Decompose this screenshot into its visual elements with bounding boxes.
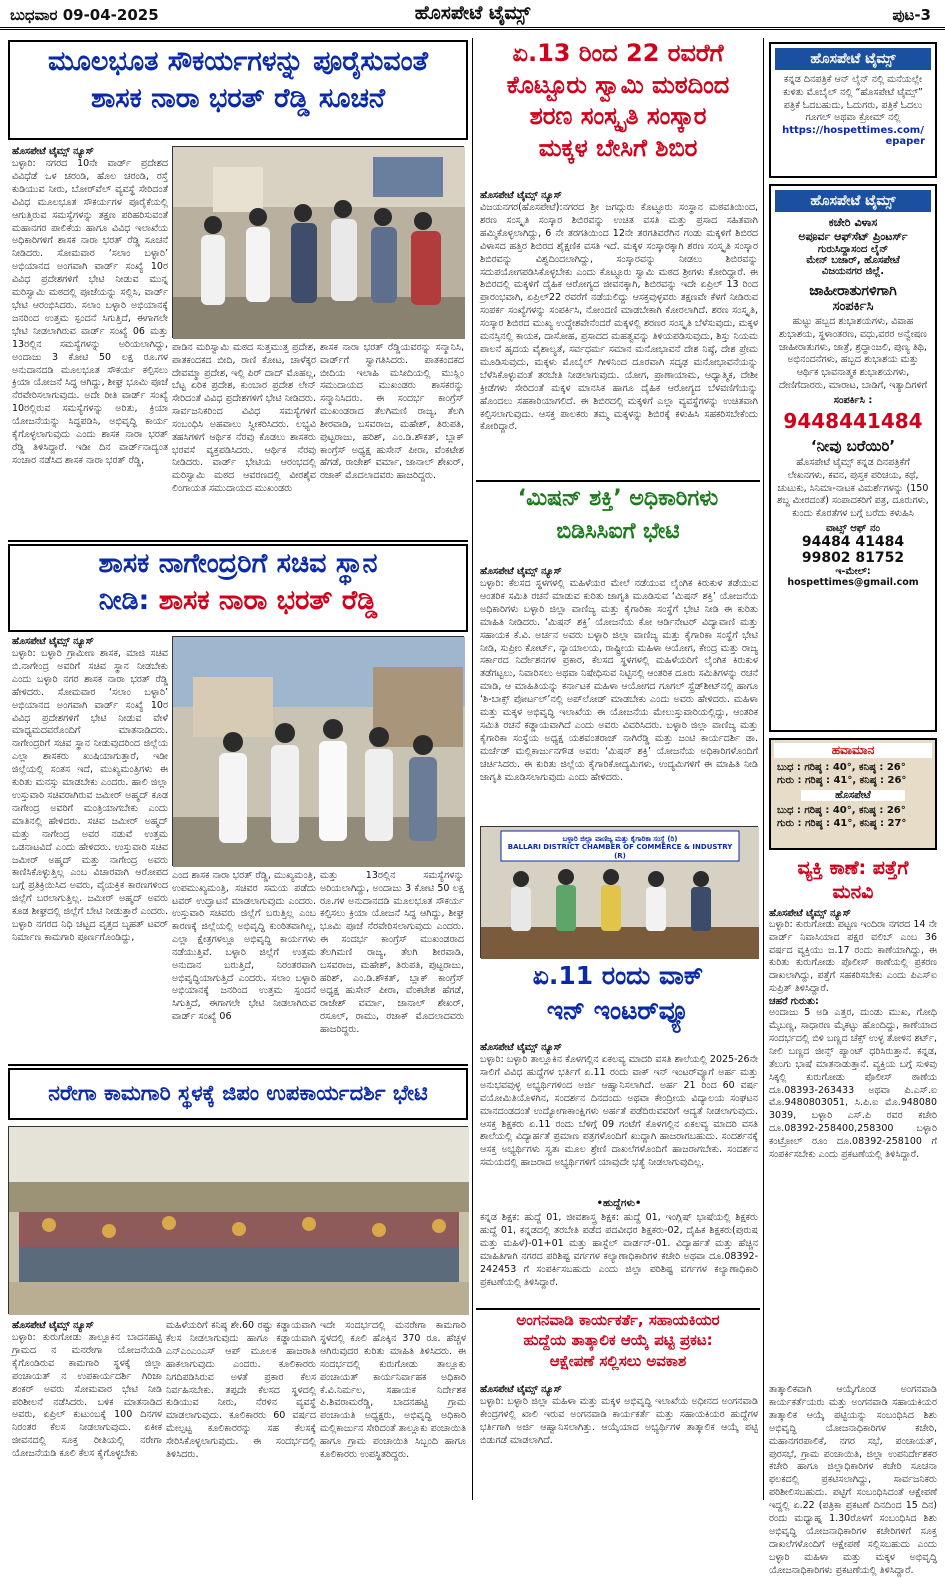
- article3-headline: ನರೇಗಾ ಕಾಮಗಾರಿ ಸ್ಥಳಕ್ಕೆ ಜಿಪಂ ಉಪಕಾರ್ಯದರ್ಶಿ ಭೇಟಿ: [48, 1081, 428, 1105]
- masthead: [0, 0, 945, 30]
- article1-caption-left: ಪಾಡಿನ ಮರಿಸ್ವಾಮಿ ಮಠದ ಸುತ್ತಮುತ್ತ ಪ್ರದೇಶ, ಪಾತಕಂದಕದ ಬೀದಿ, ರಾಣಿ ಕೋಟ, ಚಾಳೆಕ್ಕರ ದೇವಮ್ಮಾ ಪ್ರದೇಶ, ಇಲ್ಲಿ ಪಿರ್ ದಾದ್ ಮೊಹಲ್ಲ, ಬೆಟ್ಟ ಏರಿಕ ಪ್ರದೇಶ, ಕುಂಬಾರ ಪ್ರದೇಶ ಲೇನ್ ಸೇರಿದಂತೆ ವಿವಿಧ ಪ್ರದೇಶಗಳಿಗೆ ಭೇಟಿ ನೀಡಿದರು. ಸಾರ್ವಜನಿಕರಿಂದ ವಿವಿಧ ಸಮಸ್ಯೆಗಳಿಗೆ ಸಂಬಂಧಿಸಿ ಅಹವಾಲು ಸ್ವೀಕರಿಸಿದರು. ಲಭ್ಯವಿ ತಹಸಿಗಳಿಗೆ ಆರ್ಥಿಕ ನೆರವು ಕೊಡಲು ಶಾಸಕರು ಭರವಸೆ ವ್ಯಕ್ತಪಡಿಸಿದರು. ಆರ್ಥಿಕ ನೆರವು ನೀಡಿದರು. ವಾರ್ಡ್ ಭೇಟಿಯ ಆರಂಭದಲ್ಲಿ ಮರಿಸ್ವಾಮಿ ಮಠದ ಆವರಣದಲ್ಲಿ ವೀರಶೈವ ಲಿಂಗಾಯತ ಸಮುದಾಯದ ಮುಖಂಡರು: [172, 342, 316, 494]
- article2-headline-line2a: ನೀಡಿ:: [98, 585, 159, 617]
- divider: [476, 480, 760, 482]
- article5-headline-block: [478, 486, 758, 562]
- article7-byline: ಹೊಸಪೇಟೆ ಟೈಮ್ಸ್ ನ್ಯೂಸ್: [480, 1384, 562, 1395]
- whatsapp-label: ವಾಟ್ಸ್ ಆಫ್ ನಂ: [826, 522, 880, 534]
- sidebar-brand-top: ಹೊಸಪೇಟೆ ಟೈಮ್ಸ್: [775, 48, 931, 70]
- article6-headline-line1: ಏ.11 ರಂದು ವಾಕ್: [532, 961, 704, 990]
- article5-headline-line2: ಬಿಡಿಸಿಸಿಐಗೆ ಭೇಟಿ: [556, 519, 680, 545]
- vacancies-body: ಕನ್ನಡ ಶಿಕ್ಷಕ: ಹುದ್ದೆ 01, ಜೀವಶಾಸ್ತ್ರ ಶಿಕ್ಷಕ: ಹುದ್ದೆ 01, ಇಂಗ್ಲಿಷ್ ಭಾಷೆಯಲ್ಲಿ ಶಿಕ್ಷಕರು ಹುದ್ದೆ 01, ಕನ್ನಡದಲ್ಲಿ ತರಬೇತಿ ಪಡೆದ ಪದವೀಧರ ಶಿಕ್ಷಕರು-02, ದೈಹಿಕ ಶಿಕ್ಷಕರು(ಪುರುಷ ಮತ್ತು ಮಹಿಳೆ)-01+01 ಮತ್ತು ಹಾಸ್ಟೆಲ್ ವಾರ್ಡನ್-01. ವಿದ್ಯಾರ್ಹತೆ ಮತ್ತು ಹೆಚ್ಚಿನ ಮಾಹಿತಿಗಾಗಿ ನಗರದ ಪರಿಶಿಷ್ಟ ವರ್ಗಗಳ ಕಲ್ಯಾಣಾಧಿಕಾರಿಗಳ ಕಚೇರಿ ಅಥವಾ ದೂ.08392-242453 ಗೆ ಸಂಪರ್ಕಿಸಬಹುದು ಎಂದು ಜಿಲ್ಲಾ ಪರಿಶಿಷ್ಟ ವರ್ಗಗಳ ಕಲ್ಯಾಣಾಧಿಕಾರಿ ಪ್ರಕಟಣೆಯಲ್ಲಿ ತಿಳಿಸಿದ್ದಾರೆ.: [480, 1212, 758, 1288]
- page-number: ಪುಟ-3: [892, 6, 931, 24]
- article2-headline-line2b: ಶಾಸಕ ನಾರಾ ಭರತ್ ರೆಡ್ಡಿ: [158, 585, 378, 617]
- article4-headline-block: [478, 40, 758, 186]
- article4-headline-line4: ಮಕ್ಕಳ ಬೇಸಿಗೆ ಶಿಬಿರ: [538, 133, 698, 162]
- article2-photo: [172, 636, 464, 866]
- article4-byline: ಹೊಸಪೇಟೆ ಟೈಮ್ಸ್ ನ್ಯೂಸ್: [480, 190, 562, 201]
- weather-box: [769, 738, 937, 850]
- article1-caption-right: ಶಾಸಕ ನಾರಾ ಭರತ್ ರೆಡ್ಡಿಯವರನ್ನು ಸನ್ಮಾನಿಸಿ, ವಾರ್ಡ್‌ಗೆ ಸ್ವಾಗತಿಸಿದರು. ಪಾತಕಂದಕದ ಬೀದಿಯ ಇಲಾಹಿ ಮಸೀದಿಯಲ್ಲಿ ಮುಸ್ಲಿಂ ಸಮುದಾಯದ ಮುಖಂಡರು ಶಾಸಕರನ್ನು ಸನ್ಮಾನಿಸಿದರು. ಈ ಸಂದರ್ಭ ಕಾಂಗ್ರೆಸ್ ಮುಖಂಡರಾದ ತೆಲಗಿಮಣಿ ರಾಜ್ಯ, ತೆಲಗಿ ಶೀರವಾಡಿ, ಬಸವರಾಜ, ಮಹೇಶ್, ತಿರುಪತಿ, ಪುಟ್ಟರಾಜು, ಹರಿಶ್, ಎಂ.ಡಿ.ಶೌಕತ್, ಬ್ಲಾಕ್ ಕಾಂಗ್ರೆಸ್ ಅಧ್ಯಕ್ಷ ಹುಸೇನ್ ಪೀರಾ, ವೆಂಕಟೇಶ ಹೆಗಡೆ, ರಾಜೇಶ್ ವರ್ಮಾ, ಜಾನಾಲ್ ಶೇಖರ್, ರಜಾಕ್ ಮೊದಲಾದವರು ಹಾಜರಿದ್ದರು.: [320, 342, 464, 482]
- article7-headline-line2: ಹುದ್ದೆಯ ತಾತ್ಕಾಲಿಕ ಆಯ್ಕೆ ಪಟ್ಟಿ ಪ್ರಕಟ:: [523, 1331, 713, 1350]
- weather-city2: ಹೊಸಪೇಟೆ: [801, 790, 905, 801]
- article3-col1: ಬಳ್ಳಾರಿ: ಕುರುಗೋಡು ತಾಲ್ಲೂಕಿನ ಬಾದನಹಟ್ಟಿ ಗ್ರಾಮದ ನ ಮನರೇಗಾ ಯೋಜನೆಯಡಿ ಕೈಗೊಂಡಿರುವ ಕಾಮಗಾರಿ ಸ್ಥಳಕ್ಕೆ ಜಿಲ್ಲಾ ಪಂಚಾಯತ್ ನ ಉಪಕಾರ್ಯದರ್ಶಿ ಗಿರಿಜಾ ಶಂಕರ್ ಅವರು ಸೋಮವಾರ ಭೇಟಿ ನೀಡಿ ಪರಿಶೀಲನೆ ನಡೆಸಿದರು. ಬಳಿಕ ಮಾತನಾಡಿದ ಅವರು, ಏಪ್ರಿಲ್ ಕುಟುಂಬಕ್ಕೆ 100 ದಿನಗಳ ನಿರಂತರ ಕೆಲಸ ನೀಡಲಾಗುವುದು. ಏಕೀಕ ಜೀವನದಲ್ಲಿ ಸೂಕ್ತ ರೀತಿಯಲ್ಲಿ ನರೇಗಾ ಯೋಜನೆಯಡಿ ಕೂಲಿ ಕೆಲಸ ಕೈಗೊಳ್ಳಬೇಕು: [12, 1332, 162, 1460]
- column-divider: [472, 38, 473, 1500]
- office-title: ಕಚೇರಿ ವಿಳಾಸ: [828, 216, 878, 229]
- missing-byline: ಹೊಸಪೇಟೆ ಟೈಮ್ಸ್ ನ್ಯೂಸ್: [769, 907, 851, 919]
- ads-contact: ಸಂಪರ್ಕಿಸಿ: [832, 299, 874, 314]
- article3-col3: ಇದೇ ಸಂದರ್ಭದಲ್ಲಿ ಮನರೇಗಾ ಕಾಮಗಾರಿ ಸ್ಥಳದಲ್ಲಿ ಕೂಲಿ ಹೊಕ್ಕಿನ 370 ರೂ. ಹೆಚ್ಚಳ ಆಗಿರುವುದರ ಕುರಿತು ಮಾಹಿತಿ ತಿಳಿಸಿದರು. ಈ ಸಂದರ್ಭದಲ್ಲಿ ಕುರುಗೋಡು ತಾಲ್ಲೂಕು ಪಂಚಾಯತ್ ಕಾರ್ಯನಿರ್ವಾಹಕ ಅಧಿಕಾರಿ ಕೆ.ವಿ.ನಿರ್ಮಲ, ಸಹಾಯಕ ನಿರ್ದೇಶಕ ಪಿ.ಶಿವರಾಮರೆಡ್ಡಿ, ಬಾದನಹಟ್ಟಿ ಗ್ರಾಮ ಪಂಚಾಯತಿ ಅಧ್ಯಕ್ಷರು, ಅಭಿವೃದ್ಧಿ ಅಧಿಕಾರಿ ಮಲ್ಲಿಕಾರ್ಜುನ ಸೇರಿದಂತೆ ತಾಲ್ಲೂಕು ಪಂಚಾಯಿತಿ ಹಾಗೂ ಗ್ರಾಮ ಪಂಚಾಯಿತಿ ಸಿಬ್ಬಂದಿ ಹಾಗೂ ಕೂಲಿಕಾರರು ಉಪಸ್ಥಿತರಿದ್ದರು.: [320, 1320, 466, 1461]
- divider: [476, 1308, 760, 1310]
- article4-headline-line2: ಕೊಟ್ಟೂರು ಸ್ವಾಮಿ ಮಠದಿಂದ: [506, 70, 730, 99]
- article1-headline-box: [8, 40, 468, 140]
- email: ಇ-ಮೇಲ್: hospettimes@gmail.com: [787, 565, 919, 588]
- article7-body: ಬಳ್ಳಾರಿ: ಬಳ್ಳಾರಿ ಜಿಲ್ಲಾ ಮಹಿಳಾ ಮತ್ತು ಮಕ್ಕಳ ಅಭಿವೃದ್ಧಿ ಇಲಾಖೆಯ ಅಧೀನದ ಅಂಗನವಾಡಿ ಕೇಂದ್ರಗಳಲ್ಲಿ ಖಾಲಿ ಇರುವ ಅಂಗನವಾಡಿ ಕಾರ್ಯಕರ್ತೆ ಮತ್ತು ಸಹಾಯಕಿಯರ ಹುದ್ದೆಗಳ ಭರ್ತಿಗಾಗಿ ಅರ್ಜಿ ಆಹ್ವಾನಿಸಲಾಗಿತ್ತು. ಆಯ್ಕೆಯಾದ ಅಭ್ಯರ್ಥಿಗಳ ತಾತ್ಕಾಲಿಕ ಆಯ್ಕೆ ಪಟ್ಟಿ ಬಿಡುಗಡೆ ಮಾಡಲಾಗಿದೆ.: [480, 1396, 758, 1446]
- article6-headline-line2: ಇನ್ ಇಂಟರ್‌ವ್ಯೂ: [546, 995, 690, 1025]
- write-text: ಹೊಸಪೇಟೆ ಟೈಮ್ಸ್ ಕನ್ನಡ ದಿನಪತ್ರಿಕೆಗೆ ಲೇಖನಗಳು, ಕವನ, ಪುಸ್ತಕ ಪರಿಚಯ, ಕಥೆ, ಚುಟುಕು, ಸಿನಿಮಾ-ನಾಟಕ ವಿಮರ್ಶೆಗಳನ್ನು (150 ಶಬ್ದ ಮೀರದಂತೆ) ಸಂಪಾದಕರಿಗೆ ಪತ್ರ, ದೂರುಗಳು, ಕುಂದು ಕೊರತೆಗಳ ಬಗ್ಗೆ ಬರೆದು ಕಳುಹಿಸಿ: [777, 456, 929, 520]
- article1-headline-line2: ಶಾಸಕ ನಾರಾ ಭರತ್ ರೆಡ್ಡಿ ಸೂಚನೆ: [90, 83, 386, 115]
- article2-headline-line1: ಶಾಸಕ ನಾಗೇಂದ್ರರಿಗೆ ಸಚಿವ ಸ್ಥಾನ: [98, 548, 378, 579]
- ads-list: ಹುಟ್ಟು ಹಬ್ಬದ ಶುಭಾಶಯಗಳು, ವಿವಾಹ ಶುಭಾಶಯ, ಸ್ಥಳಾಂತರಣ, ವಧು,ವರರ ಅನ್ವೇಷಣ ಜಾಹೀರಾತುಗಳು, ಜಾತ್ರೆ, ಶ್ರದ್ಧಾಂಜಲಿ, ಪುಣ್ಯ ತಿಥಿ, ಅಭಿನಂದನೆಗಳು, ಹಬ್ಬದ ಶುಭಾಶಯ ಮತ್ತು ಆರ್ಥಿಕ ಭಾವನಾತ್ಮಕ ಶುಭಾಶಯಗಳು, ದೇಣಿಗೆದಾರರು, ಮಾರಾಟ, ಬಾಡಿಗೆ, ಇತ್ಯಾದಿಗಳಿಗೆ: [778, 316, 928, 392]
- paper-name: ಹೊಸಪೇಟೆ ಟೈಮ್ಸ್: [414, 2, 531, 24]
- ads-contact2: ಸಂಪರ್ಕಿಸಿ :: [833, 394, 873, 406]
- missing-headline-line2: ಮನವಿ: [832, 880, 874, 903]
- article4-headline-line3: ಶರಣ ಸಂಸ್ಕೃತಿ ಸಂಸ್ಕಾರ: [529, 102, 707, 131]
- write-title: ‘ನೀವು ಬರೆಯಿರಿ’: [810, 436, 896, 455]
- article1-byline: ಹೊಸಪೇಟೆ ಟೈಮ್ಸ್ ನ್ಯೂಸ್: [12, 146, 94, 157]
- missing-headline-line1: ವ್ಯಕ್ತಿ ಕಾಣೆ: ಪತ್ತೆಗೆ: [797, 857, 909, 879]
- article4-body: ವಿಜಯನಗರ(ಹೊಸಪೇಟೆ):ನಗರದ ಶ್ರೀ ಜಗದ್ಗುರು ಕೊಟ್ಟೂರು ಸಂಸ್ಥಾನ ಮಠವತಿಯಿಂದ, ಶರಣ ಸಂಸ್ಕೃತಿ ಸಂಸ್ಕಾರ ಶಿಬಿರವನ್ನು ಉಚಿತ ವಸತಿ ಮತ್ತು ಪ್ರಸಾದ ಸಹಿತವಾಗಿ ಹಮ್ಮಿಕೊಳ್ಳಲಾಗಿದ್ದು, 6 ನೇ ತರಗತಿಯಿಂದ 12ನೇ ತರಗತಿವರೆಗಿನ ಗಂಡು ಮಕ್ಕಳಿಗೆ ಶಿಬಿರದ ವಿಳಾಸದ ಹತ್ತಿರ ಶಿಬಿರದ ಶೈಕ್ಷಣಿಕ ವಸತಿ ಇದೆ. ಮಕ್ಕಳ ಸಂಸ್ಕಾರಕ್ಕಾಗಿ ಶರಣ ಸಂಸ್ಕೃತಿ ಸಂಸ್ಕಾರ ಶಿಬಿರವನ್ನು ವಿಶ್ವದಿಂದಲಾಗಿದ್ದು, ಸಂಸ್ಕಾರವನ್ನು ನೀಡಲು ಶಿಬಿರವನ್ನು ಸದುಪಯೋಗಪಡಿಸಿಕೊಳ್ಳಬೇಕು ಎಂದು ಕೊಟ್ಟೂರು ಸ್ವಾಮಿ ಮಠದ ಶ್ರೀಗಳು ಕೋರಿದ್ದಾರೆ. ಈ ಶಿಬಿರದಲ್ಲಿ ಮಕ್ಕಳಿಗೆ ದೈಹಿಕ ಆರೋಗ್ಯದ ಜೀವನಕ್ಕಾಗಿ, ಶಿಬಿರವನ್ನು ಇದೇ ಏಪ್ರಿಲ್ 13 ರಿಂದ ಪ್ರಾರಂಭವಾಗಿ, ಏಪ್ರಿಲ್22 ರವರೆಗೆ ನಡೆಯಲಿದ್ದು ಆಸಕ್ತವುಳ್ಳವರು ತಕ್ಷಣವೇ ಕೆಳಗೆ ನೀಡಿರುವ ಸಂಪರ್ಕ ಸಂಖ್ಯೆಗಳನ್ನು ಸಂಪರ್ಕಿಸಿ, ನೋಂದಣಿ ಮಾಡಬೇಕಾಗಿ ಕೋರಲಾಗಿದೆ. ಶರಣ ಸಂಸ್ಕೃತಿ, ಸಂಸ್ಕಾರ ಶಿಬಿರದ ಮುಖ್ಯ ಉದ್ದೇಶವೇನೆಂದರೆ ಮಕ್ಕಳಲ್ಲಿ ಶರಣರ ಸಂಸ್ಕೃತಿ ಬೆಳೆಸುವುದು, ಮಕ್ಕಳ ಮನಸ್ಸಿನಲ್ಲಿ ಕಾಯಕ, ದಾಸೋಹ, ಪ್ರಸಾದದ ಮಹತ್ವವನ್ನು ತಿಳಿಯಪಡಿಸುವುದು, ಶಿಸ್ತು ನಿಯಮ ಪಾಲನೆ ಹೃದಯ ವೈಶಾಲ್ಯತೆ, ಸರ್ವಧರ್ಮ ಸಮಾನ ಮನೋಭಾವನೆ ದೇಶ ನಿಷ್ಠೆ, ದೇಶ ಪ್ರೇಮ ಮೂಡಿಸುವುದು, ಮಕ್ಕಳು ಮೊಬೈಲ್ ಗೀಳಿನಿಂದ ದೂರವಾಗಿ ಸದೃಢ ಮನೋಭಾವನೆಯನ್ನು ಬೆಳೆಸಿಕೊಳ್ಳುವಂತೆ ತರಬೇತಿ ನೀಡಲಾಗುವುದು. ಯೋಗ, ಪ್ರಾಣಾಯಾಮ, ಆಧ್ಯಾತ್ಮಿಕ, ದೇಶೀ ಕ್ರೀಡೆಗಳು ಸೇರಿದಂತೆ ಮಕ್ಕಳ ಮಾನಸಿಕ ಹಾಗೂ ದೈಹಿಕ ಆರೋಗ್ಯದ ಬೆಳವಣಿಗೆಯನ್ನು ಹೊಂದಲು ಸಹಕಾರಿಯಾಗಲಿದೆ. ಈ ಶಿಬಿರದಲ್ಲಿ ಮಕ್ಕಳಿಗೆ ಎಲ್ಲಾ ವ್ಯವಸ್ಥೆಗಳನ್ನು ಉಚಿತವಾಗಿ ಕಲ್ಪಿಸಲಾಗುವುದು. ಆಸಕ್ತ ಪಾಲಕರು ತಮ್ಮ ಮಕ್ಕಳನ್ನು ಶಿಬಿರಕ್ಕೆ ಕಳುಹಿಸಿ ಸಹಕರಿಸಬೇಕೆಂದು ಕೋರಿದ್ದಾರೆ.: [480, 202, 758, 433]
- sidebar-promo: [769, 42, 937, 178]
- sidebar-brand-second: ಹೊಸಪೇಟೆ ಟೈಮ್ಸ್: [775, 190, 931, 212]
- article1-headline-line1: ಮೂಲಭೂತ ಸೌಕರ್ಯಗಳನ್ನು ಪೂರೈಸುವಂತೆ: [48, 46, 428, 77]
- article3-col2: ಮಹಿಳೆಯರಿಗೆ ಕನಿಷ್ಠ ಶೇ.60 ರಷ್ಟು ಕಡ್ಡಾಯವಾಗಿ ಕೆಲಸ ನೀಡಲಾಗುವುದು ಹಾಗೂ ಕಡ್ಡಾಯವಾಗಿ ಎನ್‌ಎಂಎಂಎಸ್ ಆಪ್ ಮೂಲಕ ಹಾಜರಾತಿ ಹಾಕಲಾಗುವುದು ಎಂದರು. ಕೂಲಿಕಾರರು ನಿಗದಿಪಡಿಸಿರುವ ಅಳತೆ ಪ್ರಕಾರ ಕೆಲಸ ನಿರ್ವಹಿಸಬೇಕು. ತಪ್ಪದೇ ಕೆಲಸದ ಸ್ಥಳದಲ್ಲಿ ಕುಡಿಯುವ ನೀರು, ನೆರಳಿನ ವ್ಯವಸ್ಥೆ ಮಾಡಲಾಗುವುದು. ಕೂಲಿಕಾರರು 60 ವರ್ಷದ ಮೇಲ್ಪಟ್ಟ ಕೂಲಿಕಾರರನ್ನು ಸಹ ಕೆಲಸಕ್ಕೆ ಸೇರಿಸಿಕೊಳ್ಳಲಾಗುವುದು. ಈ ಸಂದರ್ಭದಲ್ಲಿ ತಿಳಿಸಿದರು.: [166, 1320, 316, 1461]
- divider: [8, 1064, 468, 1066]
- article1-body: ಬಳ್ಳಾರಿ: ನಗರದ 10ನೇ ವಾರ್ಡ್ ಪ್ರದೇಶದ ವಿವಿಧೆಡೆ ಒಳ ಚರಂಡಿ, ಹೊಲ ಚರಂಡಿ, ರಸ್ತೆ ಕುಡಿಯುವ ನೀರು, ಬೋರ್‌ವೆಲ್ ವ್ಯವಸ್ಥೆ ಸೇರಿದಂತೆ ವಿವಿಧ ಮೂಲಭೂತ ಸೌಕರ್ಯಗಳ ಪೂರೈಕೆಯಲ್ಲಿ ಆಗುತ್ತಿರುವ ಸಮಸ್ಯೆಗಳನ್ನು ತಕ್ಷಣ ಪರಿಹರಿಸುವಂತೆ ಮಹಾನಗರ ಪಾಲಿಕೆಯ ಹಾಗೂ ವಿವಿಧ ಇಲಾಖೆಯ ಅಧಿಕಾರಿಗಳಿಗೆ ಶಾಸಕ ನಾರಾ ಭರತ್ ರೆಡ್ಡಿ ಸೂಚನೆ ನೀಡಿದರು. ಸೋಮವಾರ ‘ಸಲಾಂ ಬಳ್ಳಾರಿ’ ಅಭಿಯಾನದ ಅಂಗವಾಗಿ ವಾರ್ಡ್ ಸಂಖ್ಯೆ 10ರ ವಿವಿಧ ಪ್ರದೇಶಗಳಿಗೆ ಭೇಟಿ ನೀಡುವ ಮುನ್ನ ಮರಿಸ್ವಾಮಿ ಮಠದಲ್ಲಿ ಪೂಜೆಯನ್ನು ಸಲ್ಲಿಸಿ, ವಾರ್ಡ್ ಭೇಟಿ ಆರಂಭಿಸಿದರು. ಸಲಾಂ ಬಳ್ಳಾರಿ ಅಭಿಯಾನಕ್ಕೆ ಜನರಿಂದ ಉತ್ತಮ ಸ್ಪಂದನೆ ಸಿಗುತ್ತಿದೆ, ಈಗಾಗಲೇ ಭೇಟಿ ನೀಡಲಾಗಿರುವ ವಾರ್ಡ್ ಸಂಖ್ಯೆ 06 ಮತ್ತು 13ರಲ್ಲಿನ ಸಮಸ್ಯೆಗಳನ್ನು ಅರಿಯಲಾಗಿದ್ದು, ಅಂದಾಜು 3 ಕೋಟಿ 50 ಲಕ್ಷ ರೂ.ಗಳ ಅನುದಾನದಡಿ ಮೂಲಭೂತ ಸೌಕರ್ಯ ಕಲ್ಪಿಸಲು ಕ್ರಿಯಾ ಯೋಜನೆ ಸಿದ್ಧ ಆಗಿದ್ದು, ಶೀಘ್ರ ಭೂಮಿ ಪೂಜೆ ನೆರವೇರಿಸಲಾಗುವುದು. ಅದೇ ರೀತಿ ವಾರ್ಡ್ ಸಂಖ್ಯೆ 10ರಲ್ಲಿರುವ ಸಮಸ್ಯೆಗಳನ್ನು ಅರಿತು, ಕ್ರಿಯಾ ಯೋಜನೆಯನ್ನು ಸಿದ್ಧಪಡಿಸಿ, ಅಭಿವೃದ್ಧಿ ಕಾರ್ಯ ಕೈಗೊಳ್ಳಲಾಗುವುದು ಎಂದು ಶಾಸಕ ನಾರಾ ಭರತ್ ರೆಡ್ಡಿ ತಿಳಿಸಿದ್ದಾರೆ. ಇಡೀ ದಿನ ವಾರ್ಡ್‌ನಾದ್ಯಂತ ಸಂಚಾರ ನಡೆಸಿದ ಶಾಸಕ ನಾರಾ ಭರತ್ ರೆಡ್ಡಿ,: [12, 158, 168, 466]
- issue-date: ಬುಧವಾರ 09-04-2025: [10, 6, 159, 24]
- article7-headline-line3: ಆಕ್ಷೇಪಣೆ ಸಲ್ಲಿಸಲು ಅವಕಾಶ: [549, 1351, 687, 1370]
- office-addr2: ಮೇನ್ ಬಜಾರ್, ಹೊಸಪೇಟೆ: [806, 255, 900, 266]
- article2-caption-left: ಎಂದ ಶಾಸಕ ನಾರಾ ಭರತ್ ರೆಡ್ಡಿ, ಮುಖ್ಯಮಂತ್ರಿ, ಉಪಮುಖ್ಯಮಂತ್ರಿ, ಸಚಿವರ ಸಮಯ ಪಡೆದು ಟವರ್ ಉದ್ಘಾಟನೆ ಮಾಡಲಾಗುವುದು ಎಂದರು. ಉಸ್ತುವಾರಿ ಸಚಿವರು ಜಿಲ್ಲೆಗೆ ಬರುತ್ತಿಲ್ಲ ಎಂಬ ಕಾರಣಕ್ಕೆ ಜಿಲ್ಲೆಯಲ್ಲಿ ಅಭಿವೃದ್ಧಿ ಕುಂಠಿತವಾಗಿಲ್ಲ, ಎಲ್ಲಾ ಕ್ಷೇತ್ರಗಳಲ್ಲೂ ಅಭಿವೃದ್ಧಿ ಕಾರ್ಯಗಳು ನಡೆಯುತ್ತಿವೆ. ಬಳ್ಳಾರಿ ಜಿಲ್ಲೆಗೆ ಉತ್ತಮ ಅನುದಾನ ಬರುತ್ತಿದೆ, ನಿರಂತರವಾಗಿ ಅಭಿವೃದ್ಧಿಯಾಗುತ್ತಿದೆ ಎಂದರು. ಸಲಾಂ ಬಳ್ಳಾರಿ ಅಭಿಯಾನಕ್ಕೆ ಜನರಿಂದ ಉತ್ತಮ ಸ್ಪಂದನೆ ಸಿಗುತ್ತಿದೆ, ಈಗಾಗಲೇ ಭೇಟಿ ನೀಡಲಾಗಿರುವ ವಾರ್ಡ್ ಸಂಖ್ಯೆ 06: [172, 870, 316, 1022]
- ads-title: ಜಾಹೀರಾತುಗಳಿಗಾಗಿ: [809, 283, 897, 299]
- office-addr1: ಗುರುಸಿದ್ದಾಸಂದ ಲೈನ್: [817, 244, 889, 255]
- weather-row: ಗುರು : ಗರಿಷ್ಠ : 41°, ಕನಿಷ್ಠ : 27°: [777, 818, 907, 829]
- article2-byline: ಹೊಸಪೇಟೆ ಟೈಮ್ಸ್ ನ್ಯೂಸ್: [12, 636, 94, 647]
- sidebar-url[interactable]: https://hospettimes.com/: [782, 125, 924, 137]
- sidebar-promo-text: ಕನ್ನಡ ದಿನಪತ್ರಿಕೆ ಆನ್ ಲೈನ್ ನಲ್ಲಿ ಮನೆಯಲ್ಲೇ ಕುಳಿತು ಮೊಬೈಲ್ ನಲ್ಲಿ “ಹೊಸಪೇಟೆ ಟೈಮ್ಸ್” ಪತ್ರಿಕೆ ಓದಬಹುದು, ಓದುಗರು, ಪತ್ರಿಕೆ ಓದಲು ಗೂಗಲ್ ಅಥವಾ ಕ್ರೋಮ್ ನಲ್ಲಿ: [783, 74, 923, 124]
- article6-byline: ಹೊಸಪೇಟೆ ಟೈಮ್ಸ್ ನ್ಯೂಸ್: [480, 1042, 562, 1053]
- article2-headline-box: [8, 544, 468, 632]
- banner-text-en: BALLARI DISTRICT CHAMBER OF COMMERCE & INDUSTRY (R): [507, 843, 733, 860]
- missing-features-title: ಚಹರೆ ಗುರುತು:: [769, 996, 819, 1008]
- article7-headline-line1: ಅಂಗನವಾಡಿ ಕಾರ್ಯಕರ್ತೆ, ಸಹಾಯಕಿಯರ: [516, 1311, 720, 1329]
- article6-headline-block: [478, 962, 758, 1040]
- weather-title: ಹವಾಮಾನ: [774, 743, 932, 758]
- weather-row: ಬುಧ : ಗರಿಷ್ಠ : 40°, ಕನಿಷ್ಠ : 26°: [777, 762, 906, 773]
- article5-photo: [480, 826, 758, 958]
- article3-byline: ಹೊಸಪೇಟೆ ಟೈಮ್ಸ್ ನ್ಯೂಸ್: [12, 1320, 94, 1331]
- missing-features: ಅಂದಾಜು 5 ಅಡಿ ಎತ್ತರ, ದುಂಡು ಮುಖ, ಗೋಧಿ ಮೈಬಣ್ಣ, ಸಾಧಾರಣ ಮೈಕಟ್ಟು ಹೊಂದಿದ್ದು, ಕಾಣೆಯಾದ ಸಂದರ್ಭದಲ್ಲಿ ಬಿಳಿ ಬಣ್ಣದ ಚೆಕ್ಸ್ ಉಳ್ಳ ತೋಳಿನ ಶರ್ಟ್, ನೀಲಿ ಬಣ್ಣದ ಜೀನ್ಸ್ ಪ್ಯಾಂಟ್ ಧರಿಸಿರುತ್ತಾನೆ. ಕನ್ನಡ, ತೆಲುಗು ಭಾಷೆ ಮಾತನಾಡುತ್ತಾನೆ. ವ್ಯಕ್ತಿಯ ಬಗ್ಗೆ ಸುಳಿವು ಸಿಕ್ಕಲ್ಲಿ ಕುರುಗೋಡು ಪೊಲೀಸ್ ಠಾಣೆಯ ದೂ.08393-263433 ಅಥವಾ ಪಿ.ಎಸ್.ಐ ಮೊ.9480803051, ಸಿ.ಪಿ.ಐ ಮೊ.948080 3039, ಬಳ್ಳಾರಿ ಎಸ್.ಪಿ ರವರ ಕಚೇರಿ ದೂ.08392-258400,258300 ಬಳ್ಳಾರಿ ಕಂಟ್ರೋಲ್ ರೂಂ ದೂ.08392-258100 ಗೆ ಸಂಪರ್ಕಿಸಬೇಕು ಎಂದು ಪ್ರಕಟಣೆಯಲ್ಲಿ ತಿಳಿಸಿದ್ದಾರೆ.: [769, 1007, 937, 1161]
- article4-headline-line1: ಏ.13 ರಿಂದ 22 ರವರೆಗೆ: [512, 39, 724, 67]
- office-name: ಅಪೂರ್ವ ಆಫ್‌ಸೆಟ್ ಪ್ರಿಂಟರ್ಸ್: [798, 230, 908, 243]
- divider: [8, 540, 468, 542]
- missing-body: ಬಳ್ಳಾರಿ: ಕುರುಗೋಡು ಪಟ್ಟಣ ಇಂದಿರಾ ನಗರದ 14 ನೇ ವಾರ್ಡ್ ನಿವಾಸಿಯಾದ ಪಕ್ಷರ ವಲಿಬ್ ಎಂಬ 36 ವರ್ಷದ ವ್ಯಕ್ತಿಯು ಜ.17 ರಂದು ಕಾಣೆಯಾಗಿದ್ದು, ಈ ಕುರಿತು ಕುರುಗೋಡು ಪೊಲೀಸ್ ಠಾಣೆಯಲ್ಲಿ ಪ್ರಕರಣ ದಾಖಲಾಗಿದ್ದು, ಪತ್ತೆಗೆ ಸಹಕರಿಸಬೇಕು ಎಂದು ಪಿಎಸ್ಐ ಸುಪ್ರಿತ್ ತಿಳಿಸಿದ್ದಾರೆ.: [769, 918, 937, 995]
- article2-body: ಬಳ್ಳಾರಿ: ಬಳ್ಳಾರಿ ಗ್ರಾಮೀಣ ಶಾಸಕ, ಮಾಜಿ ಸಚಿವ ಬಿ.ನಾಗೇಂದ್ರ ಅವರಿಗೆ ಸಚಿವ ಸ್ಥಾನ ನೀಡಬೇಕು ಎಂದು ಬಳ್ಳಾರಿ ನಗರ ಶಾಸಕ ನಾರಾ ಭರತ್ ರೆಡ್ಡಿ ಹೇಳಿದರು. ಸೋಮವಾರ ‘ಸಲಾಂ ಬಳ್ಳಾರಿ’ ಅಭಿಯಾನದ ಅಂಗವಾಗಿ ವಾರ್ಡ್ ಸಂಖ್ಯೆ 10ರ ವಿವಿಧ ಪ್ರದೇಶಗಳಿಗೆ ಭೇಟಿ ನೀಡುವ ವೇಳೆ ಮಾಧ್ಯಮದವರೊಂದಿಗೆ ಮಾತನಾಡಿದರು. ನಾಗೇಂದ್ರರಿಗೆ ಸಚಿವ ಸ್ಥಾನ ನೀಡುವುದರಿಂದ ಜಿಲ್ಲೆಯ ಎಲ್ಲಾ ಶಾಸಕರು ಖುಷಿಯಾಗುತ್ತಾರೆ, ಇಡೀ ಜಿಲ್ಲೆಯಲ್ಲಿ ಸಂತಸ ಇದೆ, ಮುಖ್ಯಮಂತ್ರಿಗಳು ಈ ಕುರಿತು ಮನಸ್ಸು ಮಾಡಬೇಕು ಎಂದರು. ಹಾಲಿ ಜಿಲ್ಲಾ ಉಸ್ತುವಾರಿ ಸಚಿವರಾಗಿರುವ ಜಮೀರ್ ಅಹ್ಮದ್ ಕೂಡ ನಾಗೇಂದ್ರ ಅವರಿಗೆ ಮಂತ್ರಿಯಾಗಬೇಕು ಎಂದು ಮಾತಿನಲ್ಲಿ ಹೇಳಿದರು. ಸಚಿವ ಜಮೀರ್ ಅಹ್ಮದ್ ಮತ್ತು ನಾಗೇಂದ್ರ ಅವರ ನಡುವೆ ಉತ್ತಮ ಒಡನಾಟವಿದೆ ಎಂದು ಹೇಳಿದರು. ಉಸ್ತುವಾರಿ ಸಚಿವ ಜಮೀರ್ ಅಹ್ಮದ್ ಮತ್ತು ನಾಗೇಂದ್ರ ಅವರು ಕಾಣಿಸಿಕೊಳ್ಳುತ್ತಿಲ್ಲ ಎಂಬ ವಿಚಾರವಾಗಿ ಆರೋಪದ ಬಗ್ಗೆ ಪ್ರತಿಕ್ರಿಯಿಸಿದ ಅವರು, ವೈಯಕ್ತಿಕ ಕಾರಣಗಳಿಂದ ಜಿಲ್ಲೆಗೆ ಬರಲಾಗುತ್ತಿಲ್ಲ. ಜಮೀರ್ ಅಹ್ಮದ್ ಅವರು ಕೂಡ ಶೀಘ್ರದಲ್ಲಿ ಜಿಲ್ಲೆಗೆ ಬೇಟಿ ನೀಡುತ್ತಾರೆ ಎಂದರು. ಬಳ್ಳಾರಿ ನಗರದ ನಿಧಿ ಚಟ್ಟದ ವೃತ್ತದ ಬೃಹತ್ ಟವರ್ ನಿರ್ಮಾಣ ಕಾಮಗಾರಿ ಪೂರ್ಣಗೊಂಡಿದ್ದು,: [12, 648, 168, 943]
- phone-big: 9448441484: [783, 408, 923, 433]
- article3-photo: [8, 1126, 468, 1314]
- article6-body: ಬಳ್ಳಾರಿ: ಬಳ್ಳಾರಿ ತಾಲ್ಲೂಕಿನ ಕೊಳಗಲ್ಲಿನ ಏಕಲವ್ಯ ಮಾದರಿ ವಸತಿ ಶಾಲೆಯಲ್ಲಿ 2025-26ನೇ ಸಾಲಿಗೆ ವಿವಿಧ ಹುದ್ದೆಗಳ ಭರ್ತಿಗೆ ಏ.11 ರಂದು ವಾಕ್ ಇನ್ ಇಂಟರ್‌ವ್ಯೂಗೆ ಅರ್ಹ ಮತ್ತು ಅನುಭವವುಳ್ಳ ಅಭ್ಯರ್ಥಿಗಳಿಂದ ಅರ್ಜಿ ಆಹ್ವಾನಿಸಲಾಗಿದೆ. ಅರ್ಹ 21 ರಿಂದ 60 ವರ್ಷ ವಯೋಮಿತಿಯೊಳಗಿನ, ಸಂದರ್ಶನ ದಿನದಂದು ಅಥವಾ ಕೇಂದ್ರೀಯ ವಿದ್ಯಾಲಯ ಸಂಘಟನ ಮಾನದಂಡದಂತೆ ಉದ್ಯೋಗಾಕಾಂಕ್ಷಿಗಳು ಅರ್ಹತೆ ಪಡೆದಿರುವವರಿಗೆ ಆದ್ಯತೆ ನೀಡಲಾಗುವುದು. ಆಸಕ್ತ ಶಿಕ್ಷಕರು ಏ.11 ರಂದು ಬೆಳಿಗ್ಗೆ 09 ಗಂಟೆಗೆ ಕೊಳಗಲ್ಲಿನ ಏಕಲವ್ಯ ಮಾದರಿ ವಸತಿ ಶಾಲೆಯಲ್ಲಿ ವಿದ್ಯಾರ್ಹತೆ ಪ್ರಮಾಣ ಪತ್ರಗಳೊಂದಿಗೆ ಖುದ್ದಾಗಿ ಹಾಜರಾಗಬಹುದು. ಸಂದರ್ಶನಕ್ಕೆ ಆಸಕ್ತ ಅಭ್ಯರ್ಥಿಗಳು ಸ್ವತಃ ಮೂಲ ಶ್ರೇಣಿ ದಾಖಲೆಗಳೊಂದಿಗೆ ಹಾಜರಾಗಬೇಕು. ಸಂದರ್ಶನ ಸಮಯದಲ್ಲಿ ಹಾಜರಾದ ಅಭ್ಯರ್ಥಿಗಳಿಗೆ ಯಾವುದೇ ಭತ್ಯೆ ನೀಡಲಾಗುವುದಿಲ್ಲ.: [480, 1054, 758, 1169]
- weather-row: ಬುಧ : ಗರಿಷ್ಠ : 40°, ಕನಿಷ್ಠ : 26°: [777, 805, 906, 816]
- article3-headline-box: [8, 1068, 468, 1120]
- banner-text-kn: ಬಳ್ಳಾರಿ ಜಿಲ್ಲಾ ವಾಣಿಜ್ಯ ಮತ್ತು ಕೈಗಾರಿಕಾ ಸಂಸ್ಥೆ (ರಿ): [562, 835, 678, 843]
- article5-headline-line1: ‘ಮಿಷನ್ ಶಕ್ತಿ’ ಅಧಿಕಾರಿಗಳು: [517, 486, 719, 511]
- article5-byline: ಹೊಸಪೇಟೆ ಟೈಮ್ಸ್ ನ್ಯೂಸ್: [480, 566, 562, 577]
- article1-photo: [172, 146, 464, 338]
- anganwadi-continuation: ತಾತ್ಕಾಲಿಕವಾಗಿ ಆಯ್ಕೆಗೊಂಡ ಅಂಗನವಾಡಿ ಕಾರ್ಯಕರ್ತೆಯರು ಮತ್ತು ಅಂಗನವಾಡಿ ಸಹಾಯಕಿಯರ ತಾತ್ಕಾಲಿಕ ಆಯ್ಕೆ ಪಟ್ಟಿಯನ್ನು ಸಂಬಂಧಿಸಿದ ಶಿಶು ಅಭಿವೃದ್ಧಿ ಯೋಜನಾಧಿಕಾರಿಗಳ ಕಚೇರಿ, ಮಹಾನಗರಪಾಲಿಕೆ, ನಗರ ಸಭೆ, ಪಂಚಾಯತ್, ಪುರಸಭೆ, ಗ್ರಾಮ ಪಂಚಾಯಿತಿ, ಜಿಲ್ಲಾ ಉಪನಿರ್ದೇಶಕರ ಕಚೇರಿ ಹಾಗೂ ಜಿಲ್ಲಾಧಿಕಾರಿಗಳ ಕಚೇರಿ ಸೂಚನಾ ಫಲಕದಲ್ಲಿ ಪ್ರಕಟಿಸಲಾಗಿದ್ದು, ಸಾರ್ವಜನಿಕರು ಪರಿಶೀಲಿಸಬಹುದು. ಪಟ್ಟಿಗೆ ಸಂಬಂಧಿಸಿದಂತೆ ಆಕ್ಷೇಪಣೆ ಇದ್ದಲ್ಲಿ ಏ.22 (ಪತ್ರಿಕಾ ಪ್ರಕಟಣೆ ದಿನದಿಂದ 15 ದಿನ) ರಂದು ಮಧ್ಯಾಹ್ನ 1.30ರೊಳಗೆ ಸಂಬಂಧಿಸಿದ ಶಿಶು ಅಭಿವೃದ್ಧಿ ಯೋಜನಾಧಿಕಾರಿಗಳ ಕಚೇರಿಗಳಿಗೆ ಸೂಕ್ತ ದಾಖಲೆಗಳೊಂದಿಗೆ ಆಕ್ಷೇಪಣೆ ಸಲ್ಲಿಸಬಹುದು ಎಂದು ಬಳ್ಳಾರಿ ಮಹಿಳಾ ಮತ್ತು ಮಕ್ಕಳ ಅಭಿವೃದ್ಧಿ ಯೋಜನಾಧಿಕಾರಿಗಳು ಪ್ರಕಟಣೆಯಲ್ಲಿ ತಿಳಿಸಿದ್ದಾರೆ.: [769, 1384, 937, 1576]
- vacancies-title: •ಹುದ್ದೆಗಳು•: [596, 1198, 642, 1209]
- sidebar-epaper[interactable]: epaper: [885, 136, 925, 148]
- column-divider: [763, 38, 764, 1500]
- phone2: 99802 81752: [801, 549, 905, 566]
- article5-body: ಬಳ್ಳಾರಿ: ಕೆಲಸದ ಸ್ಥಳಗಳಲ್ಲಿ ಮಹಿಳೆಯರ ಮೇಲೆ ನಡೆಯುವ ಲೈಂಗಿಕ ಕಿರುಕುಳ ತಡೆಯುವ ಆಂತರಿಕ ಸಮಿತಿ ರಚನೆ ಮಾಡುವ ಕುರಿತು ಜಾಗೃತಿ ಮೂಡಿಸುವ ‘ಮಿಷನ್ ಶಕ್ತಿ’ ಯೋಜನೆಯ ಅಧಿಕಾರಿಗಳು ಬಳ್ಳಾರಿ ಜಿಲ್ಲಾ ವಾಣಿಜ್ಯ ಮತ್ತು ಕೈಗಾರಿಕಾ ಸಂಸ್ಥೆಗೆ ಭೇಟಿ ನೀಡಿ ಈ ಕುರಿತು ಮಾಹಿತಿ ನೀಡಿದರು. ‘ಮಿಷನ್ ಶಕ್ತಿ’ ಯೋಜನೆಯ ಕೋ ಆರ್ಡಿನೇಟರ್ ವಿದ್ಯಾವಾಣಿ ಮತ್ತು ಸಹಾಯಕ ಕೆ.ವಿ. ಅರ್ಚನ ಅವರು ಬಳ್ಳಾರಿ ಜಿಲ್ಲಾ ವಾಣಿಜ್ಯ ಮತ್ತು ಕೈಗಾರಿಕಾ ಸಂಸ್ಥೆಗೆ ಭೇಟಿ ನೀಡಿ, ಸುಪ್ರೀಂ ಕೋರ್ಟ್, ನ್ಯಾಯಾಲಯ, ರಾಷ್ಟ್ರೀಯ ಮಹಿಳಾ ಆಯೋಗ, ಕೇಂದ್ರ ಮತ್ತು ರಾಜ್ಯ ಸರ್ಕಾರದ ನಿರ್ದೇಶನಗಳ ಪ್ರಕಾರ, ಕೆಲಸದ ಸ್ಥಳಗಳಲ್ಲಿ ಮಹಿಳೆಯರಿಗೆ ಲೈಂಗಿಕ ಕಿರುಕುಳ ತಡೆಗಟ್ಟಲು, ನಿವಾರಿಸಲು ಅಥವಾ ನಿಷೇಧಿಸುವ ನಿಟ್ಟಿನಲ್ಲಿ ಆಂತರಿಕ ದೂರು ಸಮಿತಿಗಳನ್ನು ರಚನೆ ಮಾಡಿ, ಆ ಮಾಹಿತಿಯನ್ನು ಕರ್ನಾಟಕ ಮಹಿಳಾ ಆಯೋಗದ ಗೂಗಲ್ ಸ್ಪ್ರೆಡ್‌ಶೀಟ್‌ನಲ್ಲಿ ಹಾಗೂ ‘ಶಿ-ಬಾಕ್ಸ್ ಪೋರ್ಟಲ್’ನಲ್ಲಿ ಅಪ್‌ಲೋಡ್ ಮಾಡಬೇಕು ಎಂದು ಅವರು ಹೇಳಿದರು. ಮಹಿಳಾ ಮತ್ತು ಮಕ್ಕಳ ಅಭಿವೃದ್ಧಿ ಇಲಾಖೆಯ ಈ ಯೋಜನೆಯ ಮೇಲುಸ್ತುವಾರಿಯಲ್ಲಿದ್ದು, ಆಂತರಿಕ ಸಮಿತಿ ರಚನೆ ಕಡ್ಡಾಯವಾಗಿದೆ ಎಂದು ಅವರು ವಿವರಿಸಿದರು. ಬಳ್ಳಾರಿ ಜಿಲ್ಲಾ ವಾಣಿಜ್ಯ ಮತ್ತು ಕೈಗಾರಿಕಾ ಸಂಸ್ಥೆಯ ಅಧ್ಯಕ್ಷ ಯಶವಂತರಾಜ್ ನಾಗಿರೆಡ್ಡಿ ಮತ್ತು ಜಂಟಿ ಕಾರ್ಯದರ್ಶಿ ಡಾ. ಮರ್ಚೆಡ್ ಮಲ್ಲಿಕಾರ್ಜುನಗೌಡ ಅವರು ‘ಮಿಷನ್ ಶಕ್ತಿ’ ಯೋಜನೆಯ ಅಧಿಕಾರಿಗಳೊಂದಿಗೆ ಚರ್ಚಿಸಿದರು. ಈ ಕುರಿತು ಜಿಲ್ಲೆಯ ಕೈಗಾರಿಕೋದ್ಯಮಿಗಳು, ಉದ್ಯಮಿಗಳಿಗೆ ಈ ಮಾಹಿತಿ ನೀಡಿ ಜಾಗೃತಿ ಮೂಡಿಸಲಾಗುವುದು ಎಂದು ಹೇಳಿದರು.: [480, 578, 758, 783]
- article2-caption-right: ಮತ್ತು 13ರಲ್ಲಿನ ಸಮಸ್ಯೆಗಳನ್ನು ಅರಿಯಲಾಗಿದ್ದು, ಅಂದಾಜು 3 ಕೋಟಿ 50 ಲಕ್ಷ ರೂ.ಗಳ ಅನುದಾನದಡಿ ಮೂಲಭೂತ ಸೌಕರ್ಯ ಕಲ್ಪಿಸಲು ಕ್ರಿಯಾ ಯೋಜನೆ ಸಿದ್ಧ ಆಗಿದ್ದು, ಶೀಘ್ರ ಭೂಮಿ ಪೂಜೆ ನೆರವೇರಿಸಲಾಗುವುದು ಎಂದರು. ಈ ಸಂದರ್ಭ ಕಾಂಗ್ರೆಸ್ ಮುಖಂಡರಾದ ತೆಲಗಿಮಣಿ ರಾಜ್ಯ, ತೆಲಗಿ ಶೀರವಾಡಿ, ಬಸವರಾಜ, ಮಹೇಶ್, ತಿರುಪತಿ, ಪುಟ್ಟರಾಜು, ಹರಿಶ್, ಎಂ.ಡಿ.ಶೌಕತ್, ಬ್ಲಾಕ್ ಕಾಂಗ್ರೆಸ್ ಅಧ್ಯಕ್ಷ ಹುಸೇನ್ ಪೀರಾ, ವೆಂಕಟೇಶ ಹೆಗಡೆ, ರಾಜೇಶ್ ವರ್ಮಾ, ಜಾನಾಲ್ ಶೇಖರ್, ರಸೂಲ್, ರಾಮು, ರಜಾಕ್ ಮೊದಲಾದವರು ಹಾಜರಿದ್ದರು.: [320, 870, 464, 1035]
- weather-row: ಗುರು : ಗರಿಷ್ಠ : 41°, ಕನಿಷ್ಠ : 26°: [777, 775, 907, 786]
- phone1: 94484 41484: [801, 533, 905, 550]
- office-addr3: ವಿಜಯನಗರ ಜಿಲ್ಲೆ.: [821, 266, 885, 277]
- sidebar-office: [769, 184, 937, 732]
